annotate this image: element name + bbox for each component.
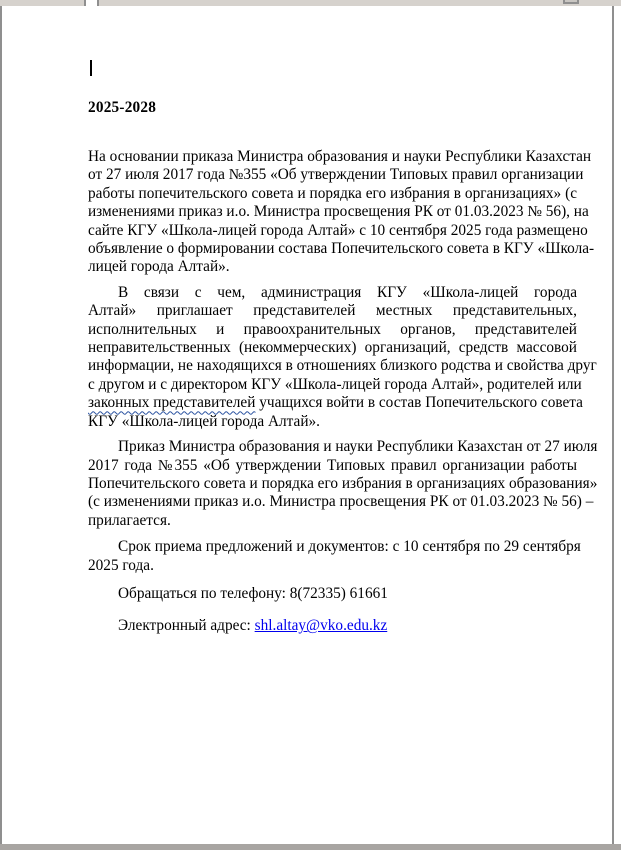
- text-line: лицей города Алтай».: [88, 258, 230, 276]
- text-line: от 27 июля 2017 года №355 «Об утверждении Типовых правил организации: [88, 166, 584, 184]
- paragraph: [88, 148, 595, 277]
- grammar-flagged-text: законных представителей: [88, 394, 256, 412]
- text-line: 2017 года №355 «Об утверждении Типовых правил организации работы: [88, 456, 577, 474]
- text-line: объявление о формировании состава Попечительского совета в КГУ «Школа-: [88, 240, 595, 258]
- text-line: КГУ «Школа-лицей города Алтай».: [88, 412, 320, 430]
- text-line: исполнительных и правоохранительных органов, представителей: [88, 320, 577, 338]
- text-line: Срок приема предложений и документов: с 10 сентября по 29 сентября: [118, 538, 581, 556]
- text-line: На основании приказа Министра образования и науки Республики Казахстан: [88, 148, 592, 165]
- text-line: (с изменениями приказ и.о. Министра просвещения РК от 01.03.2023 № 56) –: [88, 493, 594, 511]
- text-line: Обращаться по телефону: 8(72335) 61661: [118, 584, 388, 602]
- text-line: Попечительского совета и порядка его избрания в организациях образования»: [88, 474, 598, 492]
- document-heading: 2025-2028: [88, 99, 157, 116]
- page-bottom-gutter: [0, 844, 621, 850]
- document-body: [88, 148, 598, 636]
- text-line: работы попечительского совета и порядка его избрания в организациях» (с: [88, 184, 577, 202]
- text-line: Алтай» приглашает представителей местных представительных,: [88, 302, 577, 320]
- page-right-edge: [612, 6, 614, 844]
- text-line: сайте КГУ «Школа-лицей города Алтай» с 10 сентября 2025 года размещено: [88, 221, 588, 239]
- document-page[interactable]: [2, 6, 612, 844]
- text-line: с другом и с директором КГУ «Школа-лицей города Алтай», родителей или: [88, 375, 582, 393]
- email-link[interactable]: shl.altay@vko.edu.kz: [254, 617, 388, 635]
- page-corner-marker-icon: [563, 0, 579, 4]
- caret-line: [88, 60, 612, 78]
- text-cursor: [90, 60, 92, 76]
- paragraph: [88, 585, 577, 603]
- paragraph: [88, 538, 581, 575]
- text-line: В связи с чем, администрация КГУ «Школа-лицей города: [118, 283, 577, 301]
- text-line: законных представителей учащихся войти в состав Попечительского совета: [88, 394, 583, 412]
- paragraph: [88, 283, 597, 431]
- text-line: изменениями приказ и.о. Министра просвещения РК от 01.03.2023 № 56), на: [88, 203, 589, 221]
- text-line: информации, не находящихся в отношениях близкого родства и свойства друг: [88, 357, 597, 375]
- paragraph: [88, 438, 598, 530]
- text-line: 2025 года.: [88, 556, 154, 574]
- text-line: неправительственных (некоммерческих) организаций, средств массовой: [88, 339, 577, 357]
- text-line: Электронный адрес: shl.altay@vko.edu.kz: [118, 617, 388, 635]
- text-line: прилагается.: [88, 511, 171, 529]
- paragraph: [88, 617, 577, 635]
- text-line: Приказ Министра образования и науки Республики Казахстан от 27 июля: [118, 438, 598, 456]
